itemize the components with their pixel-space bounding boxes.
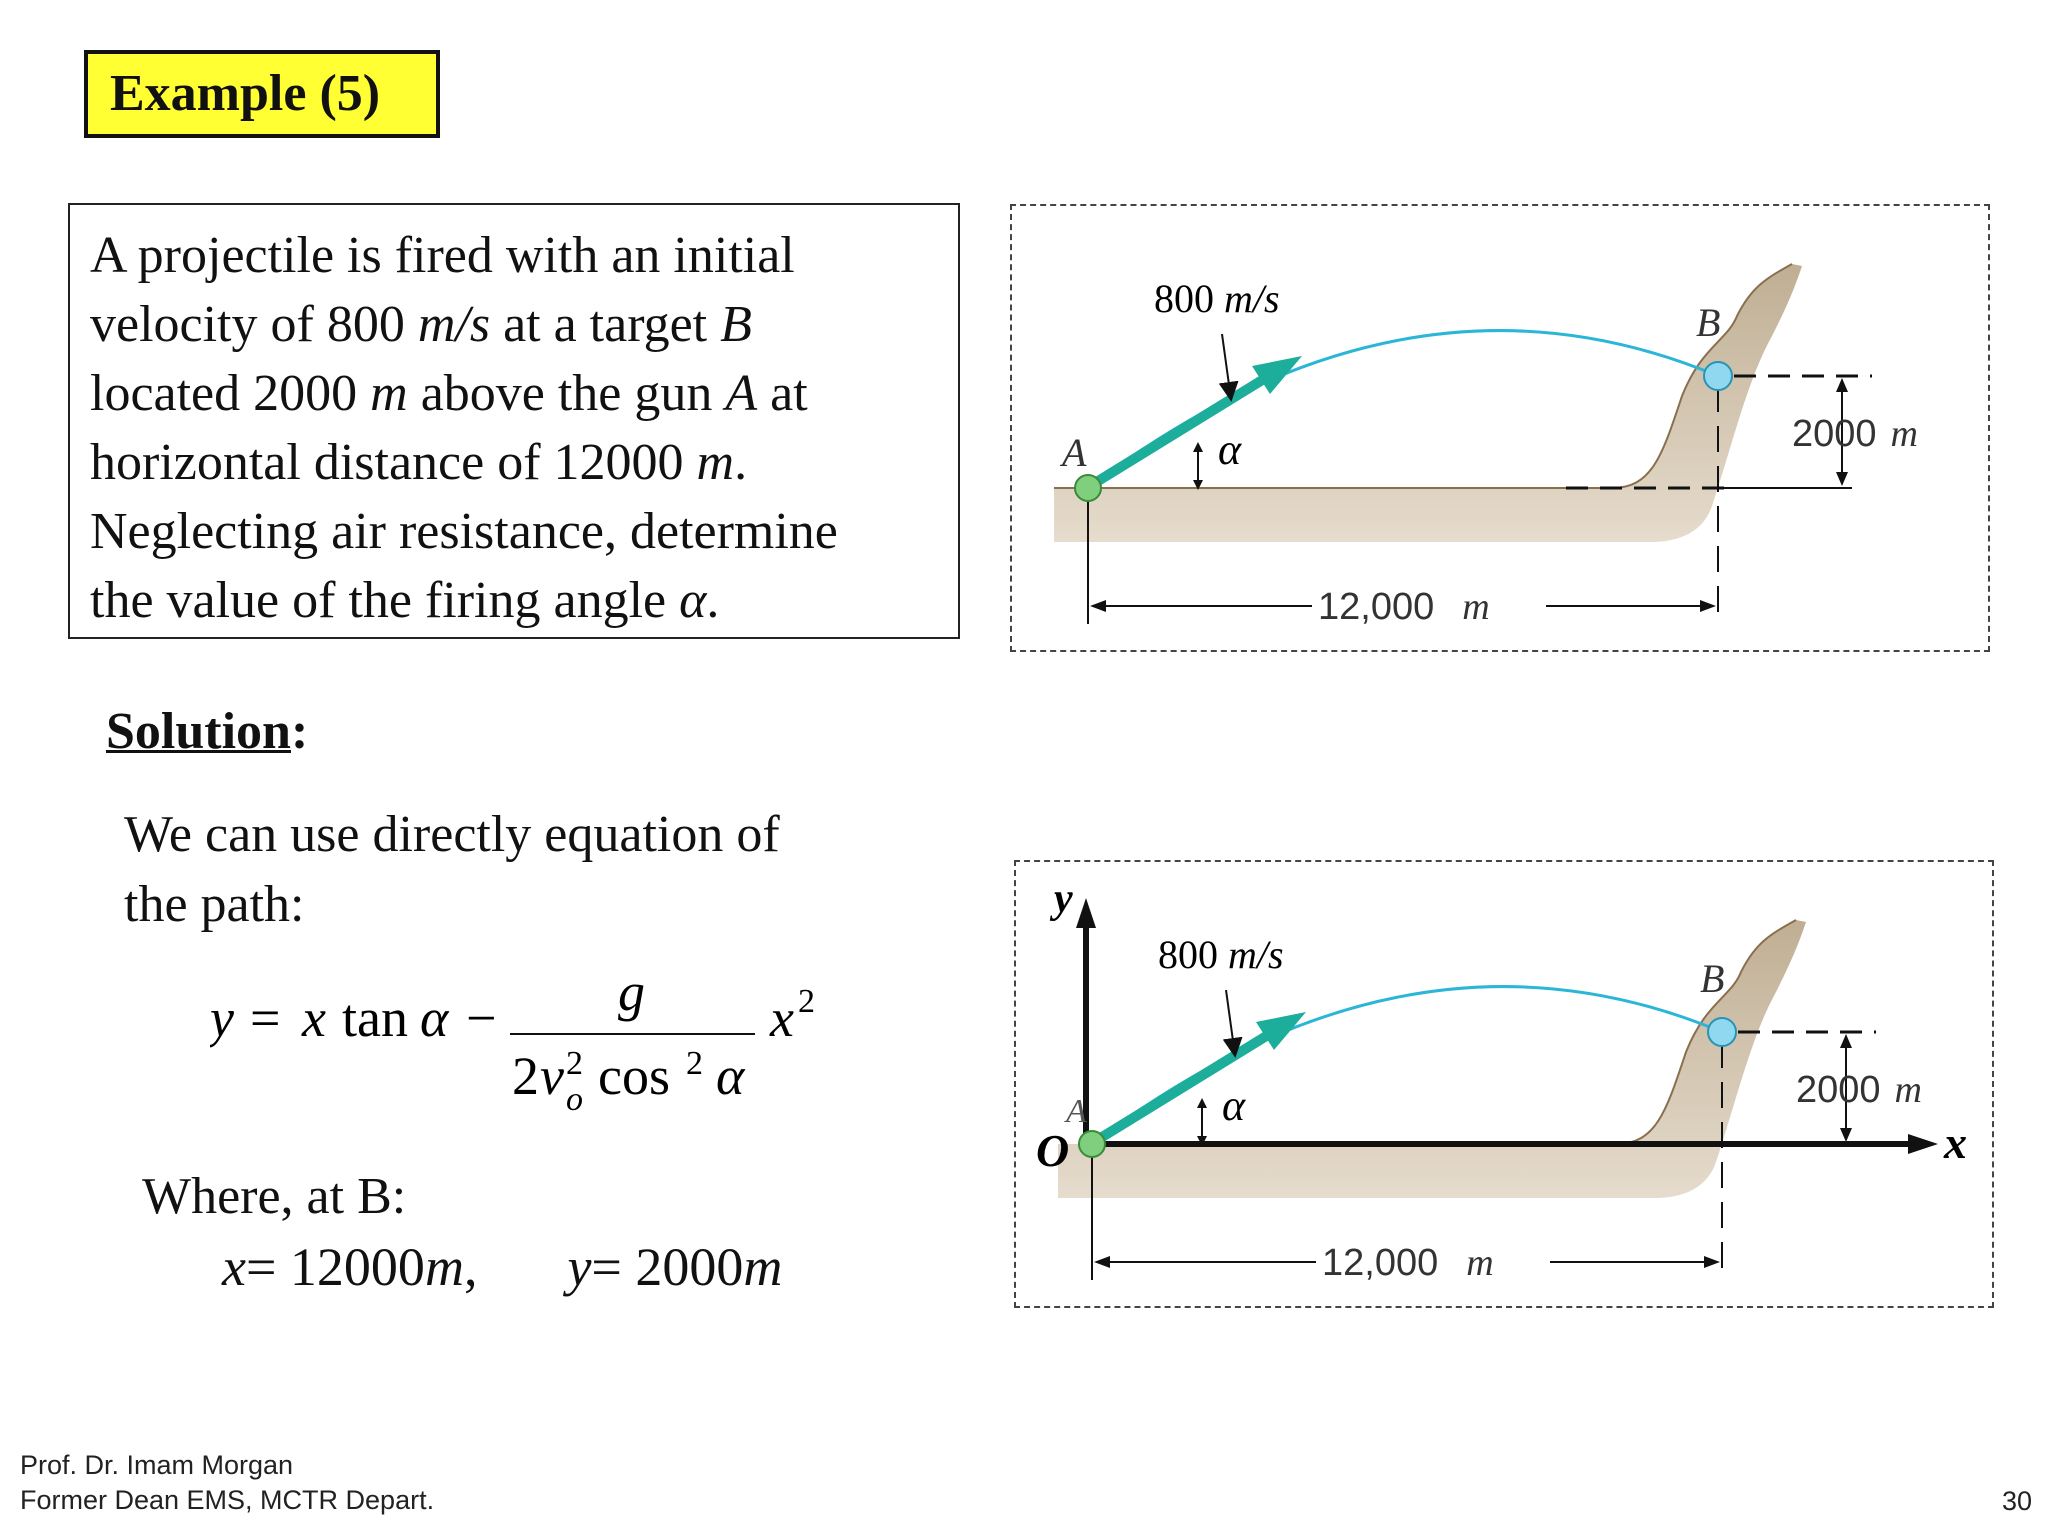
point-b-marker: [1704, 362, 1732, 390]
velocity-arrowhead: [1256, 1012, 1306, 1050]
y-value: y= 2000m: [567, 1237, 783, 1297]
velocity-arrow: [1094, 1030, 1276, 1142]
page-number: 30: [2001, 1486, 2032, 1516]
projectile-diagram-axes: [1016, 862, 1996, 1310]
velocity-pointer: [1222, 334, 1230, 392]
point-b-label: B: [1700, 956, 1725, 1001]
projectile-figure: [1010, 204, 1990, 652]
point-a-marker: [1079, 1131, 1105, 1157]
trajectory-curve: [1092, 987, 1722, 1144]
height-label: 2000 m: [1792, 413, 1918, 455]
velocity-pointer: [1226, 990, 1234, 1048]
velocity-label: 800 m/s: [1158, 932, 1284, 977]
problem-line-2: velocity of 800 m/s at a target B: [90, 296, 752, 353]
problem-statement: [68, 203, 960, 639]
problem-line-6: the value of the firing angle α.: [90, 572, 720, 629]
point-b-values: [222, 1232, 782, 1302]
svg-text:o: o: [566, 1081, 583, 1118]
origin-label: O: [1036, 1125, 1070, 1176]
slide-title: Example (5): [84, 50, 440, 138]
svg-text:2: 2: [686, 1045, 703, 1082]
point-b-label: B: [1696, 300, 1721, 345]
solution-heading: Solution:: [106, 703, 309, 760]
solution-intro: We can use directly equation of the path:: [124, 806, 780, 933]
svg-text:x: x: [770, 988, 794, 1048]
problem-line-3: located 2000 m above the gun A at: [90, 365, 808, 422]
x-value: x= 12000m,: [222, 1237, 478, 1297]
svg-text:α: α: [420, 988, 449, 1048]
problem-line-4: horizontal distance of 12000 m.: [90, 434, 748, 491]
svg-text:x: x: [302, 988, 326, 1048]
projectile-figure-with-axes: [1014, 860, 1994, 1308]
projectile-diagram: [1012, 206, 1992, 654]
y-axis-arrowhead: [1076, 898, 1096, 928]
problem-line-1: A projectile is fired with an initial: [90, 227, 795, 284]
x-axis-arrowhead: [1908, 1134, 1938, 1154]
svg-text:−: −: [466, 988, 497, 1048]
point-b-marker: [1708, 1018, 1736, 1046]
distance-label: 12,000 m: [1318, 586, 1490, 628]
angle-label: α: [1222, 1081, 1246, 1130]
velocity-label: 800 m/s: [1154, 276, 1280, 321]
trajectory-curve: [1088, 331, 1718, 488]
svg-text:α: α: [716, 1046, 745, 1106]
svg-text:tan: tan: [342, 988, 408, 1048]
footer-author: Prof. Dr. Imam Morgan Former Dean EMS, MCTR Depart.: [20, 1450, 435, 1515]
distance-label: 12,000 m: [1322, 1242, 1494, 1284]
velocity-arrow: [1090, 374, 1272, 486]
svg-text:2: 2: [566, 1045, 583, 1082]
y-axis-label: y: [1054, 876, 1073, 922]
svg-text:v: v: [540, 1046, 564, 1106]
point-a-marker: [1075, 475, 1101, 501]
path-equation: [210, 970, 830, 1120]
problem-line-5: Neglecting air resistance, determine: [90, 503, 838, 560]
angle-label: α: [1218, 425, 1242, 474]
svg-text:y: y: [210, 988, 234, 1048]
svg-text:cos: cos: [598, 1046, 670, 1106]
svg-text:=: =: [250, 988, 281, 1048]
svg-text:2: 2: [798, 983, 815, 1020]
height-label: 2000 m: [1796, 1069, 1922, 1111]
point-a-label: A: [1062, 430, 1087, 475]
point-a-label: A: [1066, 1093, 1087, 1130]
where-at-b: Where, at B:: [142, 1168, 407, 1225]
x-axis-label: x: [1944, 1117, 1967, 1168]
svg-text:2: 2: [512, 1046, 539, 1106]
svg-text:g: g: [618, 970, 645, 1022]
velocity-arrowhead: [1252, 356, 1302, 394]
